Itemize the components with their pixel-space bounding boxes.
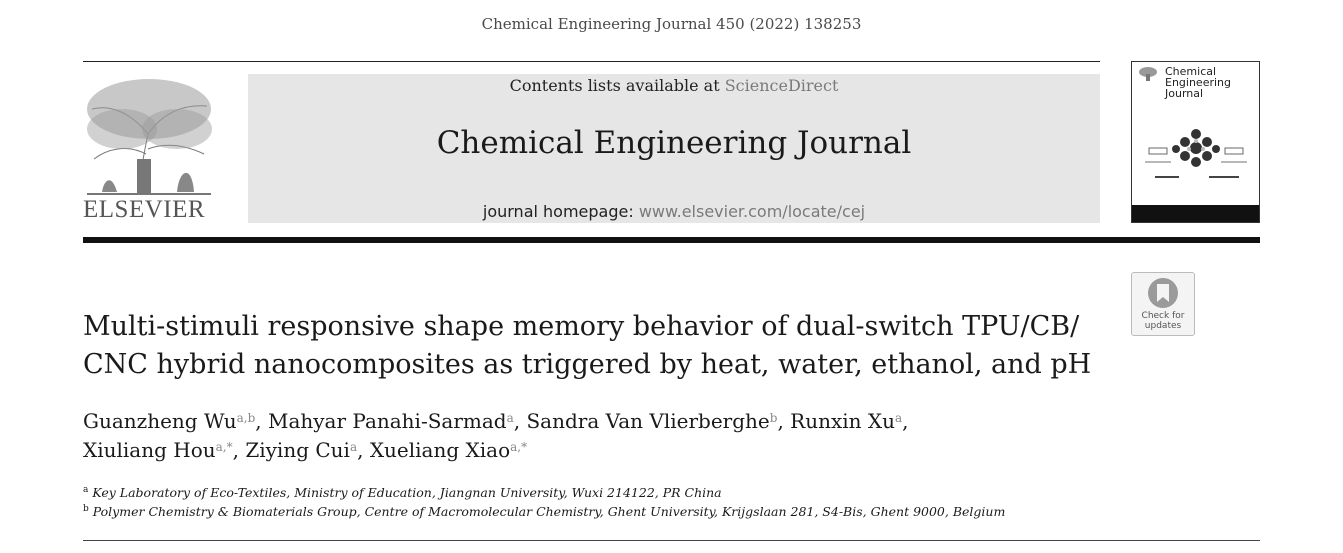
author-name[interactable]: Ziying Cui: [245, 438, 350, 462]
journal-citation: Chemical Engineering Journal 450 (2022) 138253: [481, 15, 862, 33]
author-name[interactable]: Sandra Van Vlierberghe: [526, 409, 770, 433]
homepage-link[interactable]: www.elsevier.com/locate/cej: [638, 202, 866, 221]
author-name[interactable]: Runxin Xu: [790, 409, 896, 433]
author-separator: ,: [255, 409, 268, 433]
check-for-updates-label: [1131, 311, 1195, 331]
author-name[interactable]: Xiuliang Hou: [83, 438, 216, 462]
author-affiliation-mark[interactable]: b: [769, 411, 778, 425]
section-rule-bottom: [83, 540, 1260, 541]
header-rule-thick: [83, 237, 1260, 243]
author-affiliation-mark[interactable]: a,*: [215, 440, 233, 454]
check-label-line: updates: [1144, 321, 1182, 331]
author-name[interactable]: Xueliang Xiao: [369, 438, 511, 462]
cover-title-line: Chemical: [1165, 65, 1217, 78]
cover-title-line: Journal: [1165, 87, 1204, 100]
check-label-line: Check for: [1141, 311, 1185, 321]
author-name[interactable]: Mahyar Panahi-Sarmad: [267, 409, 507, 433]
affiliation-mark: b: [83, 504, 89, 514]
author-affiliation-mark[interactable]: a,b: [236, 411, 256, 425]
affiliation-a: [83, 485, 1183, 500]
affiliation-b: [83, 504, 1183, 519]
author-list: [83, 407, 1123, 465]
contents-line: [248, 76, 1100, 95]
author-separator: ,: [902, 409, 909, 433]
cover-footer: [1132, 205, 1259, 222]
author-separator: ,: [357, 438, 370, 462]
journal-title: Chemical Engineering Journal: [436, 125, 912, 161]
article-title: [83, 308, 1103, 384]
author-separator: ,: [513, 409, 527, 433]
affiliation-text: Polymer Chemistry & Biomaterials Group, Centre of Macromolecular Chemistry, Ghent University, Krijgslaan 281, S4-Bis, Ghent 9000, Belgium: [92, 504, 1006, 519]
cover-elsevier-icon: [1137, 66, 1159, 82]
author-name[interactable]: Guanzheng Wu: [83, 409, 237, 433]
author-affiliation-mark[interactable]: a,*: [510, 440, 528, 454]
homepage-line: [248, 202, 1100, 221]
author-affiliation-mark[interactable]: a: [895, 411, 903, 425]
author-separator: ,: [232, 438, 246, 462]
publisher-logo-text: ELSEVIER: [83, 196, 206, 223]
bookmark-icon: [1146, 276, 1180, 310]
affiliation-text: Key Laboratory of Eco-Textiles, Ministry of Education, Jiangnan University, Wuxi 214122, PR China: [92, 485, 722, 500]
author-affiliation-mark[interactable]: a: [349, 440, 358, 454]
homepage-prefix: journal homepage:: [482, 202, 639, 221]
title-line: Multi-stimuli responsive shape memory behavior of dual-switch TPU/CB/: [83, 311, 1080, 342]
header-rule-top: [83, 61, 1100, 62]
author-separator: ,: [777, 409, 791, 433]
title-line: CNC hybrid nanocomposites as triggered by heat, water, ethanol, and pH: [83, 349, 1092, 380]
contents-prefix: Contents lists available at: [509, 76, 725, 95]
affiliation-mark: a: [83, 485, 89, 495]
author-affiliation-mark[interactable]: a: [506, 411, 514, 425]
cover-title-line: Engineering: [1165, 76, 1231, 89]
cover-title: [1165, 66, 1255, 99]
cover-artwork-icon: [1141, 118, 1251, 188]
sciencedirect-link[interactable]: ScienceDirect: [724, 76, 839, 95]
